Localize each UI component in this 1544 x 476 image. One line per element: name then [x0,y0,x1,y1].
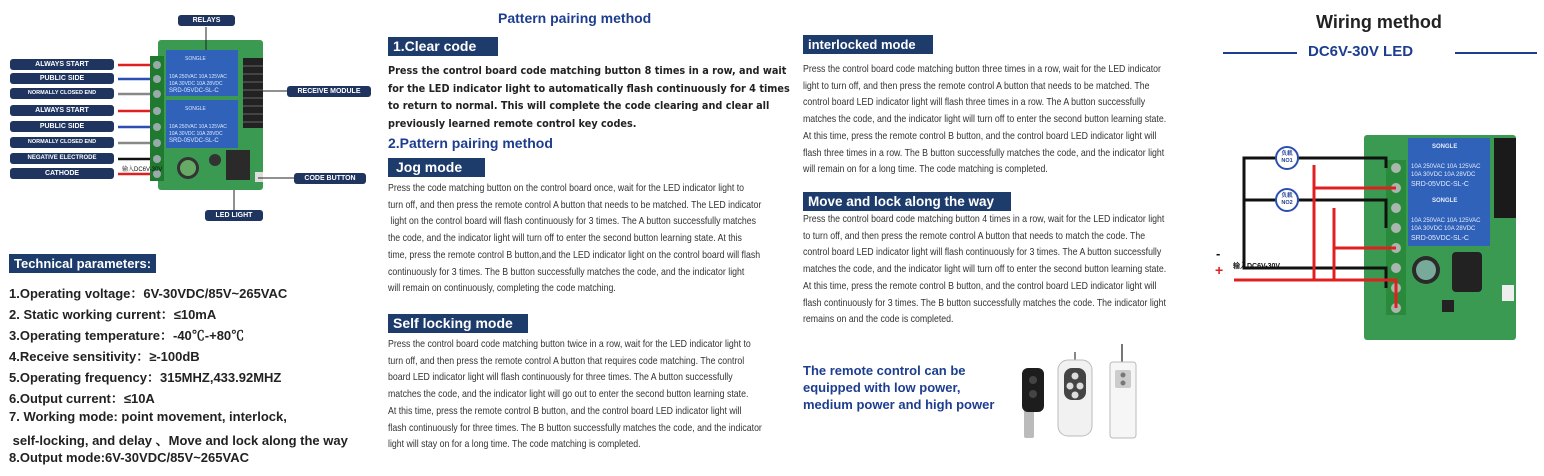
left-board-diagram [0,0,380,230]
svg-text:SRD-05VDC-SL-C: SRD-05VDC-SL-C [169,88,219,94]
wiring-method-title: Wiring method [1316,12,1442,32]
terminal-label-always-start-1: ALWAYS START [10,59,114,70]
interlock-line: Press the control board code matching button three times in a row, wait for the LED indicator [803,64,1161,75]
jog-line: continuously for 3 times. The B button successfully matches the code, and the indicator light [388,266,745,278]
remote-control-note [803,362,994,413]
svg-text:SONGLE: SONGLE [185,56,206,62]
self-line: matches the code, and the indicator light will go out to enter the second button learning state. [388,389,749,401]
plus-sign: + [1215,262,1224,278]
svg-text:10A 250VAC 10A 125VAC: 10A 250VAC 10A 125VAC [169,74,227,80]
tech-line-4: 4.Receive sensitivity：≥-100dB [9,349,200,364]
clear-code-line: to return to normal. This will complete the code clearing and clear all [388,99,770,112]
move-line: flash continuously for 3 times. The B button successfully matches the code. The indicator light [803,297,1166,309]
tech-line-7b: self-locking, and delay 、Move and lock along the way [9,433,348,448]
move-line: matches the code, and the indicator light will turn off to enter the second button learning state. [803,264,1167,276]
self-line: board LED indicator light will flash continuously for three times. The A button successfully [388,372,733,384]
white-remote-icon [1058,352,1092,436]
jog-line: Press the code matching button on the control board once, wait for the LED indicator light to [388,183,745,194]
svg-text:SONGLE: SONGLE [1432,144,1458,150]
wiring-input-label: 输入DC6V-30V [1233,263,1281,270]
svg-text:SONGLE: SONGLE [1432,198,1458,204]
svg-text:10A 30VDC 10A 28VDC: 10A 30VDC 10A 28VDC [169,131,223,137]
interlock-line: At this time, press the remote control B button, and the control board LED indicator light will [803,130,1157,142]
svg-text:10A 250VAC 10A 125VAC: 10A 250VAC 10A 125VAC [1411,218,1481,224]
interlocked-mode-title: interlocked mode [803,35,933,54]
black-remote-icon [1022,368,1044,438]
led-light-label: LED LIGHT [205,210,263,221]
interlock-line: will remain on for a long time. The code matching is completed. [803,164,1048,176]
pattern-pairing-subtitle: 2.Pattern pairing method [388,135,553,151]
tech-line-8: 8.Output mode:6V-30VDC/85V~265VAC [9,450,249,465]
clear-code-line: Press the control board code matching button 8 times in a row, and wait [388,64,787,77]
tech-line-5: 5.Operating frequency：315MHZ,433.92MHZ [9,370,282,385]
wiring-divider-left [1223,52,1297,54]
load-no1-label: 负载 NO1 [1281,151,1293,164]
interlock-line: light to turn off, and then press the remote control A button that needs to be matched. The [803,80,1150,92]
svg-text:SRD-05VDC-SL-C: SRD-05VDC-SL-C [1411,235,1469,242]
terminal-label-always-start-2: ALWAYS START [10,105,114,116]
tech-line-7: 7. Working mode: point movement, interlock, [9,409,287,424]
interlock-line: matches the code, and the indicator light will turn off to enter the second button learning state. [803,114,1167,126]
board-input-label: 输入DC6V-30V [122,167,163,173]
move-line: remains on and the code is completed. [803,314,954,326]
wiring-diagram-svg [1214,120,1544,350]
minus-sign: - [1216,246,1221,261]
pattern-pairing-main-title: Pattern pairing method [498,10,652,26]
remote-controls-image [1018,344,1158,444]
svg-text:SRD-05VDC-SL-C: SRD-05VDC-SL-C [169,138,219,144]
long-range-remote-icon [1110,344,1136,438]
self-locking-title: Self locking mode [388,314,528,333]
remote-note-line: equipped with low power, [803,380,961,395]
interlock-line: control board LED indicator light will flash three times in a row. The A button successfully [803,97,1146,109]
tech-line-2: 2. Static working current：≤10mA [9,307,217,322]
move-line: At this time, press the remote control B button, and the control board LED indicator light will [803,280,1157,292]
move-line: Press the control board code matching button 4 times in a row, wait for the LED indicator light [803,214,1165,225]
svg-text:10A 30VDC 10A 28VDC: 10A 30VDC 10A 28VDC [169,81,223,87]
terminal-label-cathode: CATHODE [10,168,114,179]
jog-line: the code, and the indicator light will turn off to enter the second button learning state. At this [388,233,742,245]
move-and-lock-text [803,212,1166,329]
jog-line: will remain on continuously, completing the code matching. [388,283,616,295]
svg-text:SONGLE: SONGLE [185,106,206,112]
interlocked-mode-text [803,62,1166,179]
terminal-label-public-side-1: PUBLIC SIDE [10,73,114,84]
wiring-subtitle: DC6V-30V LED [1308,43,1414,60]
jog-mode-title: Jog mode [388,158,485,177]
self-line: flash continuously for three times. The B button successfully matches the code, and the indicator [388,422,762,434]
self-line: turn off, and then press the remote control A button that requires code matching. The control [388,355,745,367]
tech-line-1: 1.Operating voltage：6V-30VDC/85V~265VAC [9,286,288,301]
jog-line: light on the control board will flash continuously for 3 times. The A button successfully matches [388,216,757,228]
tech-line-6: 6.Output current：≤10A [9,391,155,406]
clear-code-text [388,62,790,132]
svg-text:SRD-05VDC-SL-C: SRD-05VDC-SL-C [1411,181,1469,188]
self-line: Press the control board code matching button twice in a row, wait for the LED indicator light to [388,339,751,350]
svg-text:10A 30VDC 10A 28VDC: 10A 30VDC 10A 28VDC [1411,226,1476,232]
terminal-label-normally-closed-1: NORMALLY CLOSED END [10,88,114,99]
svg-text:10A 30VDC 10A 28VDC: 10A 30VDC 10A 28VDC [1411,172,1476,178]
svg-text:10A 250VAC 10A 125VAC: 10A 250VAC 10A 125VAC [169,124,227,130]
move-line: control board LED indicator light will flash continuously for 3 times. The A button successfully [803,247,1162,259]
tech-line-3: 3.Operating temperature：-40℃-+80℃ [9,328,245,343]
terminal-label-negative-electrode: NEGATIVE ELECTRODE [10,153,114,164]
remote-note-line: The remote control can be [803,363,966,378]
move-line: to turn off, and then press the remote control A button that needs to match the code. The [803,230,1146,242]
clear-code-line: for the LED indicator light to automatically flash continuously for 4 times [388,81,790,95]
clear-code-line: previously learned remote control key codes. [388,116,637,130]
wiring-divider-right [1455,52,1537,54]
self-locking-text [388,337,762,454]
jog-mode-text [388,181,761,298]
code-button-label: CODE BUTTON [294,173,366,184]
terminal-label-public-side-2: PUBLIC SIDE [10,121,114,132]
load-no2-label: 负载 NO2 [1281,193,1293,206]
svg-text:10A 250VAC 10A 125VAC: 10A 250VAC 10A 125VAC [1411,164,1481,170]
relays-label: RELAYS [178,15,235,26]
terminal-label-normally-closed-2: NORMALLY CLOSED END [10,137,114,148]
interlock-line: flash three times in a row. The B button successfully matches the code, and the indicator light [803,147,1165,159]
remote-note-line: medium power and high power [803,397,995,412]
receive-module-label: RECEIVE MODULE [287,86,371,97]
jog-line: time, press the remote control B button,and the LED indicator light on the control board will flash [388,249,761,261]
clear-code-title: 1.Clear code [388,37,498,56]
move-and-lock-title: Move and lock along the way [803,192,1011,211]
self-line: light will stay on for a long time. The code matching is completed. [388,439,641,451]
self-line: At this time, press the remote control B button, and the control board LED indicator light will [388,405,742,417]
technical-parameters-title: Technical parameters: [9,254,156,273]
jog-line: turn off, and then press the remote control A button that needs to be matched. The LED indicator [388,199,762,211]
